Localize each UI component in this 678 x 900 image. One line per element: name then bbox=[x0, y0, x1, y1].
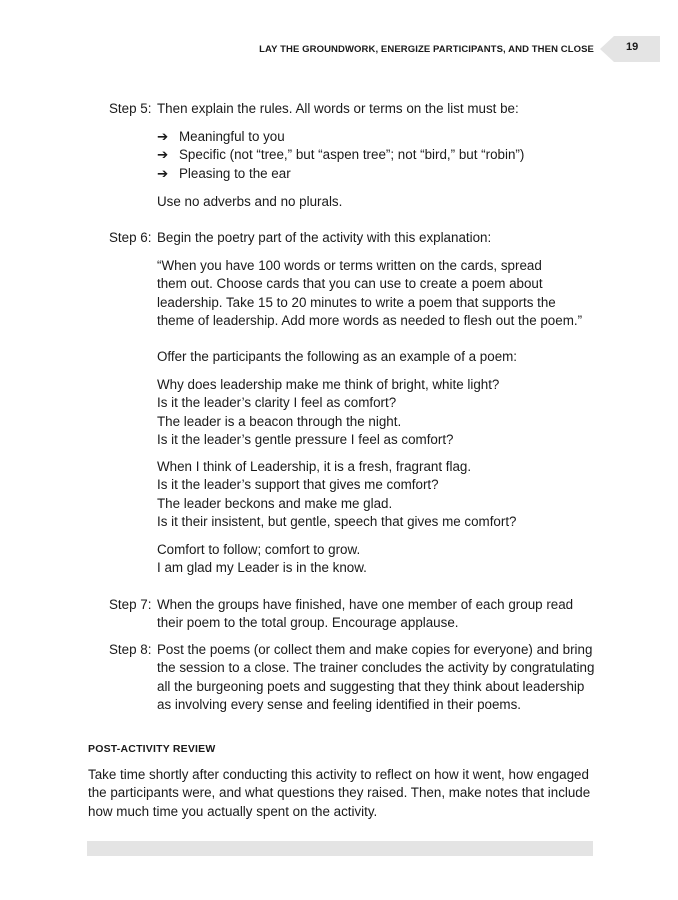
text-line: their poem to the total group. Encourage applause. bbox=[157, 615, 459, 631]
section-heading: POST-ACTIVITY REVIEW bbox=[88, 743, 216, 755]
quote-line: them out. Choose cards that you can use to create a poem about bbox=[157, 276, 543, 292]
review-paragraph bbox=[88, 766, 608, 821]
poem-stanza-3 bbox=[157, 541, 597, 578]
running-head: LAY THE GROUNDWORK, ENERGIZE PARTICIPANTS, AND THEN CLOSE bbox=[259, 44, 594, 55]
poem-line: The leader beckons and make me glad. bbox=[157, 495, 393, 511]
list-item bbox=[157, 128, 524, 146]
poem-stanza-1 bbox=[157, 376, 597, 450]
poem-line: Why does leadership make me think of bright, white light? bbox=[157, 377, 500, 392]
poem-line: Comfort to follow; comfort to grow. bbox=[157, 542, 361, 557]
text-line: how much time you actually spent on the activity. bbox=[88, 803, 378, 819]
arrow-right-icon: ➔ bbox=[157, 129, 169, 144]
poem-line: Is it the leader’s clarity I feel as comfort? bbox=[157, 395, 397, 411]
text-line: Take time shortly after conducting this activity to reflect on how it went, how engaged bbox=[88, 767, 589, 782]
example-intro: Offer the participants the following as an example of a poem: bbox=[157, 349, 518, 364]
list-item-text: Meaningful to you bbox=[179, 129, 285, 144]
quote-line: theme of leadership. Add more words as needed to flesh out the poem.” bbox=[157, 313, 583, 329]
text-line: the participants were, and what questions they raised. Then, make notes that include bbox=[88, 785, 591, 801]
page-number: 19 bbox=[626, 41, 639, 53]
step-8-text bbox=[157, 641, 597, 715]
poem-line: When I think of Leadership, it is a fresh, fragrant flag. bbox=[157, 459, 472, 474]
text-line: the session to a close. The trainer concludes the activity by congratulating bbox=[157, 660, 595, 676]
step-7-text bbox=[157, 596, 597, 633]
quoted-explanation bbox=[157, 257, 597, 331]
step-6-label: Step 6: bbox=[109, 230, 152, 245]
footer-bar bbox=[87, 841, 593, 856]
arrow-right-icon: ➔ bbox=[157, 165, 169, 181]
text-line: Post the poems (or collect them and make copies for everyone) and bring bbox=[157, 642, 593, 657]
quote-line: “When you have 100 words or terms written on the cards, spread bbox=[157, 258, 542, 273]
list-item bbox=[157, 146, 524, 164]
list-item-text: Specific (not “tree,” but “aspen tree”; not “bird,” but “robin”) bbox=[179, 147, 525, 163]
step-5-label: Step 5: bbox=[109, 101, 152, 116]
step-5-note: Use no adverbs and no plurals. bbox=[157, 194, 343, 209]
text-line: all the burgeoning poets and suggesting that they think about leadership bbox=[157, 678, 585, 694]
rules-list bbox=[157, 128, 524, 183]
poem-line: I am glad my Leader is in the know. bbox=[157, 560, 367, 576]
poem-line: The leader is a beacon through the night. bbox=[157, 413, 402, 429]
poem-line: Is it their insistent, but gentle, speech that gives me comfort? bbox=[157, 514, 517, 530]
list-item bbox=[157, 165, 524, 183]
quote-line: leadership. Take 15 to 20 minutes to write a poem that supports the bbox=[157, 294, 556, 310]
text-line: as involving every sense and feeling identified in their poems. bbox=[157, 697, 521, 713]
step-7-label: Step 7: bbox=[109, 597, 152, 612]
text-line: When the groups have finished, have one member of each group read bbox=[157, 597, 574, 612]
poem-line: Is it the leader’s gentle pressure I feel as comfort? bbox=[157, 432, 454, 448]
step-6-intro: Begin the poetry part of the activity with this explanation: bbox=[157, 230, 492, 245]
poem-stanza-2 bbox=[157, 458, 597, 532]
poem-line: Is it the leader’s support that gives me comfort? bbox=[157, 477, 439, 493]
step-5-intro: Then explain the rules. All words or terms on the list must be: bbox=[157, 101, 519, 116]
page-number-tab bbox=[600, 36, 660, 62]
step-8-label: Step 8: bbox=[109, 642, 152, 657]
list-item-text: Pleasing to the ear bbox=[179, 165, 291, 181]
arrow-right-icon: ➔ bbox=[157, 147, 169, 163]
